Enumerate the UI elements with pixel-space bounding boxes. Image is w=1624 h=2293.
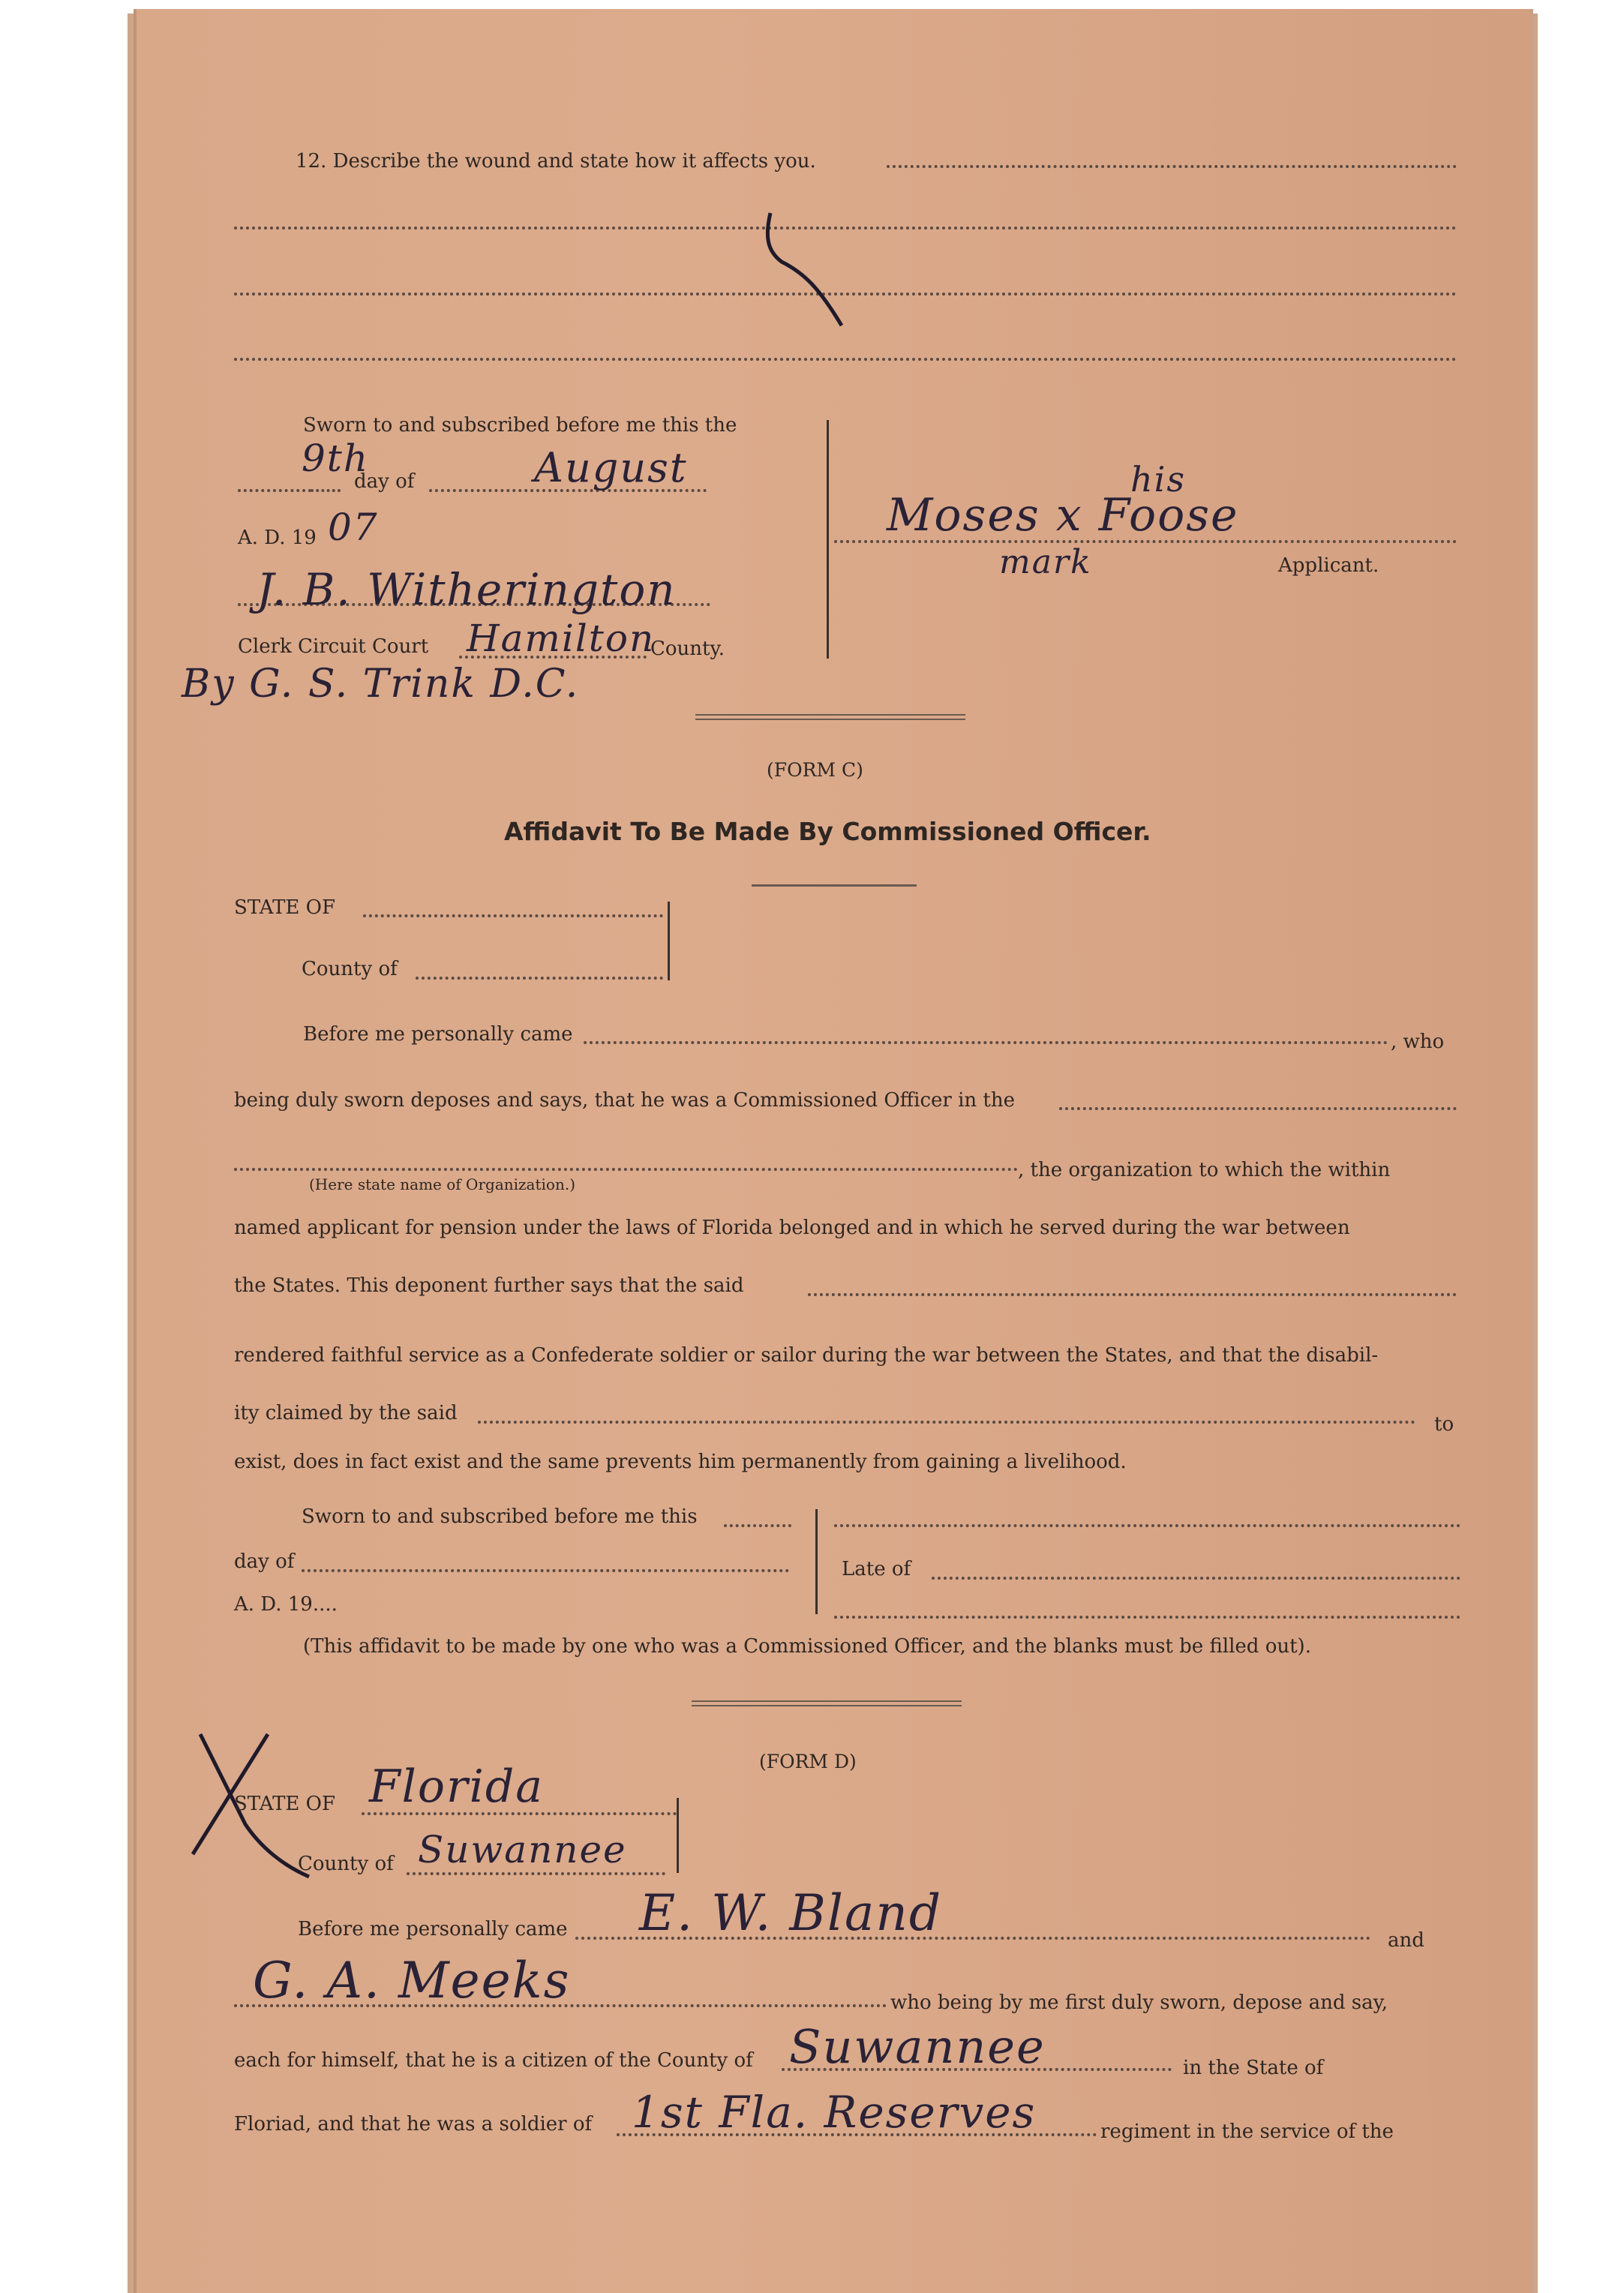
month-blank <box>302 1569 789 1572</box>
sworn-line: Sworn to and subscribed before me this the <box>303 414 737 437</box>
in-state-text: in the State of <box>1183 2057 1324 2079</box>
county-label: County. <box>650 638 725 660</box>
being-sworn-line: being duly sworn deposes and says, that he was a Commissioned Officer in the <box>234 1089 1016 1112</box>
sworn-before-me: Sworn to and subscribed before me this <box>302 1505 698 1528</box>
title-rule <box>752 884 917 887</box>
exist-line: exist, does in fact exist and the same prevents him permanently from gaining a livelihood. <box>234 1451 1127 1473</box>
deputy-signature: By G. S. Trink D.C. <box>182 662 580 707</box>
day-of-label: day of <box>354 470 415 493</box>
state-handwritten: Florida <box>369 1760 544 1813</box>
witness1-handwritten: E. W. Bland <box>639 1884 943 1942</box>
to-text: to <box>1434 1413 1454 1436</box>
county-of-label: County of <box>298 1853 394 1875</box>
organization-blank <box>234 1168 1018 1171</box>
pen-stroke-mark <box>759 206 857 333</box>
county-handwritten: Suwannee <box>418 1828 627 1871</box>
day-blank <box>311 489 341 492</box>
mark-handwritten: mark <box>999 543 1092 581</box>
state-of-label: STATE OF <box>234 1793 336 1815</box>
answer-line <box>234 358 1457 361</box>
county2-handwritten: Suwannee <box>789 2019 1046 2074</box>
each-himself-line: each for himself, that he is a citizen of the County of <box>234 2049 753 2072</box>
county-blank <box>407 1872 665 1875</box>
question-12: 12. Describe the wound and state how it affects you. <box>296 150 816 173</box>
before-me-came: Before me personally came <box>303 1023 573 1046</box>
answer-line <box>887 165 1457 168</box>
commissioned-note: (This affidavit to be made by one who was a Commissioned Officer, and the blanks must be filled out). <box>303 1635 1311 1658</box>
said-blank <box>808 1293 1457 1296</box>
day-blank <box>238 489 311 492</box>
form-c-heading: (FORM C) <box>767 759 863 781</box>
section-divider <box>695 714 965 720</box>
brace <box>815 1509 818 1614</box>
day-handwritten: 9th <box>302 437 370 480</box>
day-blank <box>724 1524 791 1527</box>
county-of-label: County of <box>302 958 398 980</box>
applicant-line <box>834 540 1457 543</box>
late-of-blank <box>932 1577 1460 1580</box>
ad-prefix: A. D. 19 <box>238 527 317 549</box>
late-of-label: Late of <box>842 1558 911 1580</box>
section-divider <box>692 1700 962 1706</box>
ity-claimed-line: ity claimed by the said <box>234 1402 458 1424</box>
clerk-label: Clerk Circuit Court <box>238 635 429 658</box>
the-organization-text: , the organization to which the within <box>1018 1159 1391 1181</box>
brace <box>677 1798 679 1873</box>
clerk-signature: J. B. Witherington <box>257 564 677 615</box>
late-of-blank-2 <box>834 1616 1460 1619</box>
state-blank <box>363 914 663 917</box>
witness2-handwritten: G. A. Meeks <box>253 1952 571 2009</box>
organization-hint: (Here state name of Organization.) <box>309 1175 575 1193</box>
state-of-label: STATE OF <box>234 896 336 919</box>
rendered-service-line: rendered faithful service as a Confederate soldier or sailor during the war between the States, and that the disabil- <box>234 1344 1379 1367</box>
and-text: and <box>1388 1929 1424 1952</box>
form-c-title: Affidavit To Be Made By Commissioned Officer. <box>504 817 1151 846</box>
day-of-label: day of <box>234 1550 295 1573</box>
county-blank <box>416 977 663 980</box>
pension-application-page <box>137 9 1530 2293</box>
brace <box>827 420 829 659</box>
regiment-tail: regiment in the service of the <box>1100 2120 1394 2143</box>
officer-signature-blank <box>834 1524 1460 1527</box>
form-d-heading: (FORM D) <box>759 1751 857 1772</box>
year-handwritten: 07 <box>328 506 379 549</box>
claimant-blank <box>478 1421 1415 1424</box>
before-me-came: Before me personally came <box>298 1918 568 1940</box>
unit-blank <box>1059 1107 1457 1110</box>
applicant-signature: Moses x Foose <box>887 489 1239 542</box>
floriad-line: Floriad, and that he was a soldier of <box>234 2113 593 2135</box>
regiment-handwritten: 1st Fla. Reserves <box>632 2087 1037 2138</box>
who-being-sworn: who being by me first duly sworn, depose and say, <box>890 1991 1388 2014</box>
ad-line: A. D. 19.... <box>234 1593 338 1616</box>
states-line: the States. This deponent further says that the said <box>234 1274 744 1297</box>
month-handwritten: August <box>534 444 688 491</box>
who-text: , who <box>1391 1031 1445 1053</box>
named-applicant-line: named applicant for pension under the laws of Florida belonged and in which he served during the war between <box>234 1217 1350 1239</box>
applicant-label: Applicant. <box>1278 554 1379 577</box>
brace <box>668 902 670 980</box>
name-blank <box>584 1041 1388 1044</box>
his-handwritten: his <box>1130 459 1186 500</box>
county-handwritten: Hamilton <box>467 617 656 660</box>
